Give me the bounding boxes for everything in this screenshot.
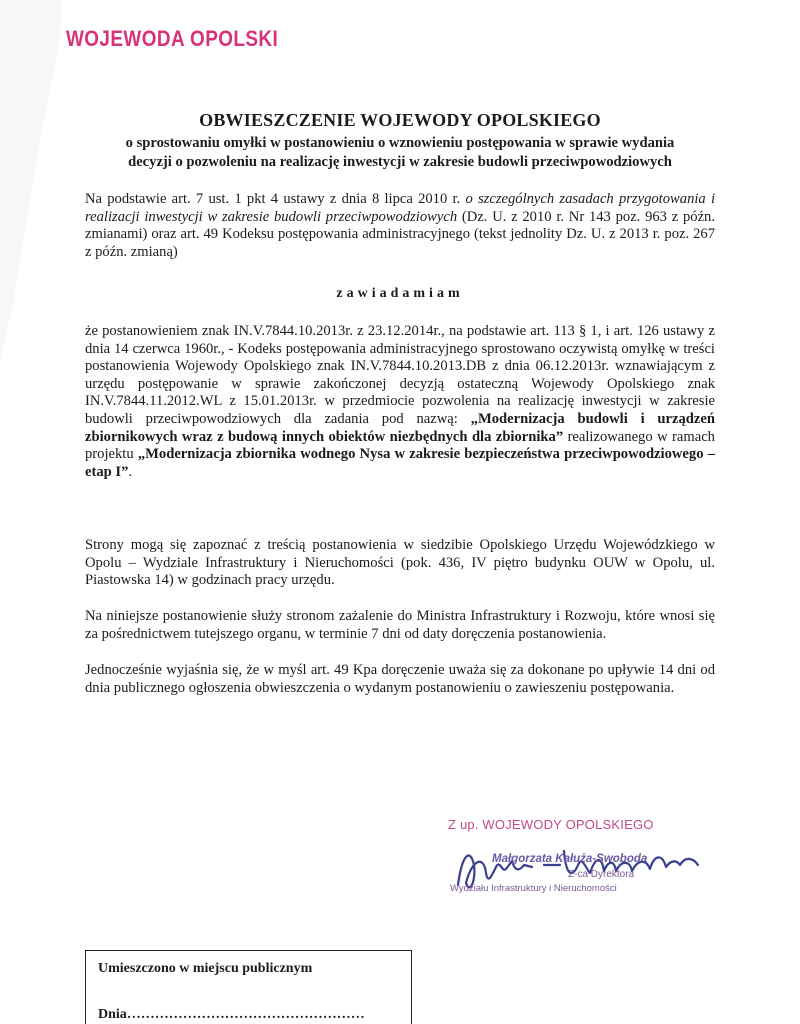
decision-text-b: realizowanego w ramach projektu xyxy=(85,428,715,463)
legal-basis-paragraph xyxy=(85,191,715,261)
task-name: „Modernizacja budowli i urządzeń zbiornikowych wraz z budową innych obiektów niezbędnych dla zbiornika” xyxy=(85,410,715,445)
signature-stamp xyxy=(420,815,720,925)
document-subtitle xyxy=(80,134,720,172)
subtitle-line-1: o sprostowaniu omyłki w postanowieniu o wznowieniu postępowania w sprawie wydania xyxy=(125,135,675,151)
announcement-heading: zawiadamiam xyxy=(336,286,464,301)
decision-paragraph xyxy=(85,323,715,481)
project-name: „Modernizacja zbiornika wodnego Nysa w zakresie bezpieczeństwa przeciwpowodziowego – etap I” xyxy=(85,446,715,480)
access-paragraph: Strony mogą się zapoznać z treścią postanowienia w siedzibie Opolskiego Urzędu Wojewódzkiego w Opolu – Wydziale Infrastruktury i Nieruchomości (pok. 436, IV piętro budynku OUW w Opolu, ul. Piastowska 14) w godzinach pracy urzędu. xyxy=(85,537,715,589)
legal-basis-act-title: o szczególnych zasadach przygotowania i realizacji inwestycji w zakresie budowli przeciwpowodziowych xyxy=(85,191,716,225)
signature-stamp-department: Wydziału Infrastruktury i Nieruchomości xyxy=(450,883,617,894)
legal-basis-text-b: (Dz. U. z 2010 r. Nr 143 poz. 963 z późn. zmianami) oraz art. 49 Kodeksu postępowania administracyjnego (tekst jednolity Dz. U. z 2013 r. poz. 267 z późn. zmianą) xyxy=(85,208,715,260)
decision-text-c: . xyxy=(128,463,133,480)
public-posting-title: Umieszczono w miejscu publicznym xyxy=(98,961,313,976)
appeal-paragraph: Na niniejsze postanowienie służy stronom zażalenie do Ministra Infrastruktury i Rozwoju, które wnosi się za pośrednictwem tutejszego organu, w terminie 7 dni od daty doręczenia postanowienia. xyxy=(85,608,715,642)
subtitle-line-2: decyzji o pozwoleniu na realizację inwestycji w zakresie budowli przeciwpowodziowych xyxy=(128,154,672,170)
signature-stamp-position: Z-ca Dyrektora xyxy=(568,869,635,880)
delivery-paragraph: Jednocześnie wyjaśnia się, że w myśl art. 49 Kpa doręczenie uważa się za dokonane po upływie 14 dni od dnia publicznego ogłoszenia obwieszczenia o wydanym postanowieniu o zawieszeniu postępowania. xyxy=(85,662,715,696)
document-title: OBWIESZCZENIE WOJEWODY OPOLSKIEGO xyxy=(199,110,601,130)
public-posting-box xyxy=(85,950,412,1024)
signature-stamp-authority: Z up. WOJEWODY OPOLSKIEGO xyxy=(448,817,654,832)
header-stamp: WOJEWODA OPOLSKI xyxy=(66,26,279,51)
legal-basis-text-a: Na podstawie art. 7 ust. 1 pkt 4 ustawy z dnia 8 lipca 2010 r. xyxy=(85,191,466,207)
decision-text-a: że postanowieniem znak IN.V.7844.10.2013r. z 23.12.2014r., na podstawie art. 113 § 1, i art. 126 ustawy z dnia 14 czerwca 1960r., - Kodeks postępowania administracyjnego sprostowano oczywistą omyłkę w treści postanowienia Wojewody Opolskiego znak IN.V.7844.10.2013.DB z dnia 06.12.2013r. wznawiającym z urzędu postępowanie w sprawie zakończonej decyzją ostateczną Wojewody Opolskiego znak IN.V.7844.11.2012.WL z 15.01.2013r. w przedmiocie pozwolenia na realizację inwestycji w zakresie budowli przeciwpowodziowych dla zadania pod nazwą: xyxy=(85,323,715,427)
public-posting-date-field: Dnia…………………………………………… xyxy=(98,1007,365,1022)
signature-stamp-name: Małgorzata Kałuża-Swoboda xyxy=(492,853,648,865)
